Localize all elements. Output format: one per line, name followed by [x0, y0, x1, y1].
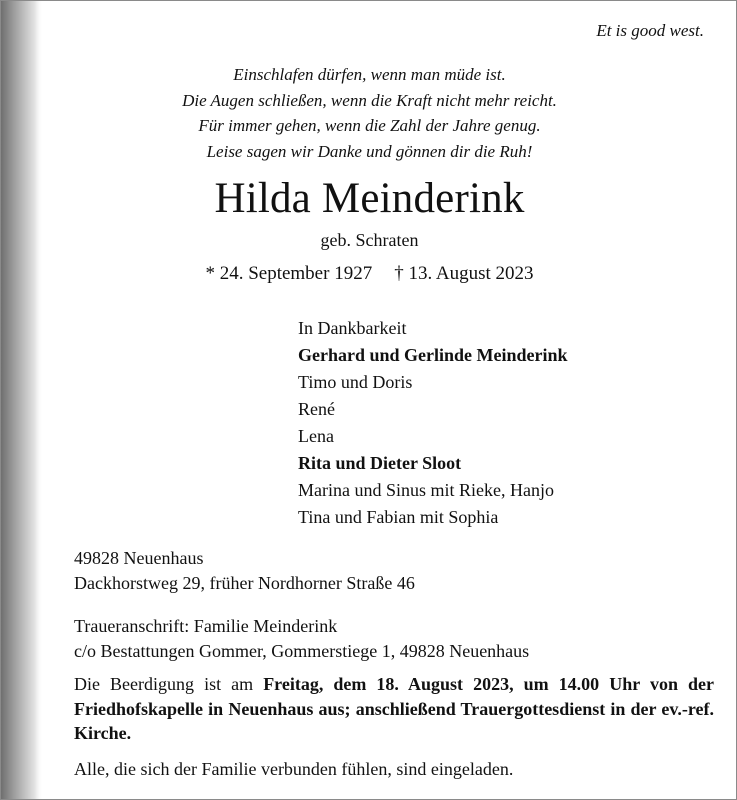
motto: Et is good west. — [596, 21, 704, 40]
death-date: † 13. August 2023 — [394, 263, 534, 284]
family-member: René — [298, 399, 335, 419]
family-head: Rita und Dieter Sloot — [298, 453, 462, 473]
poem-line: Für immer gehen, wenn die Zahl der Jahre genug. — [198, 116, 541, 135]
poem-line: Die Augen schließen, wenn die Kraft nicht mehr reicht. — [182, 90, 557, 110]
birth-date: * 24. September 1927 — [205, 263, 373, 284]
birth-name: geb. Schraten — [320, 230, 419, 250]
mourning-address — [74, 614, 529, 663]
mourners-list — [298, 315, 568, 531]
mourning-address-line: Traueranschrift: Familie Meinderink — [74, 616, 338, 636]
poem — [1, 62, 737, 164]
family-head: Gerhard und Gerlinde Meinderink — [298, 345, 568, 365]
home-address — [74, 546, 415, 595]
family-member: Timo und Doris — [298, 372, 413, 392]
life-dates — [1, 263, 737, 285]
address-street: Dackhorstweg 29, früher Nordhorner Straße 46 — [74, 572, 415, 593]
family-member: Marina und Sinus mit Rieke, Hanjo — [298, 480, 554, 500]
deceased-name: Hilda Meinderink — [214, 175, 525, 222]
family-member: Lena — [298, 426, 334, 446]
family-member: Tina und Fabian mit Sophia — [298, 507, 499, 527]
mourners-intro: In Dankbarkeit — [298, 318, 407, 338]
poem-line: Leise sagen wir Danke und gönnen dir die Ruh! — [206, 141, 533, 161]
mourning-address-line: c/o Bestattungen Gommer, Gommerstiege 1, 49828 Neuenhaus — [74, 640, 530, 661]
funeral-notice — [74, 672, 714, 746]
poem-line: Einschlafen dürfen, wenn man müde ist. — [233, 65, 506, 84]
address-city: 49828 Neuenhaus — [74, 548, 204, 568]
funeral-details: Freitag, dem 18. August 2023, um 14.00 Uhr von der Friedhofskapelle in Neuenhaus aus; anschließend Trauergottesdienst in der ev.-ref. Kirche. — [74, 674, 715, 743]
closing-text: Alle, die sich der Familie verbunden fühlen, sind eingeladen. — [74, 759, 514, 779]
funeral-prefix: Die Beerdigung ist am — [74, 674, 264, 694]
